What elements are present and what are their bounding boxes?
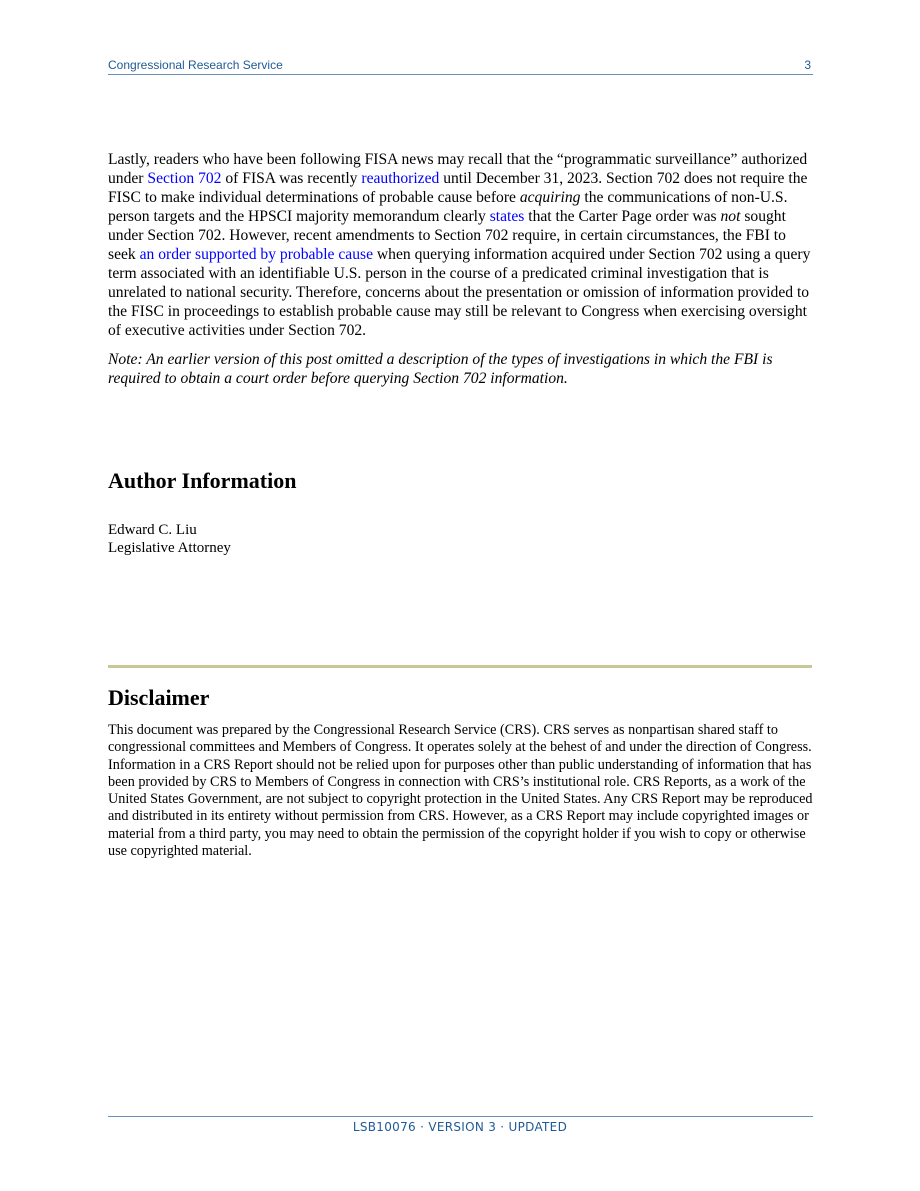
link-states[interactable]: states: [489, 208, 525, 225]
text-span: sought under Section 702. However, recent amendments to Section 702 require, in certain circumstances, the FBI to seek: [108, 208, 786, 263]
emphasis-not: not: [720, 208, 741, 225]
text-span: the communications of non-U.S. person targets and the HPSCI majority memorandum clearly: [108, 189, 788, 225]
disclaimer-heading: Disclaimer: [108, 685, 210, 710]
text-span: that the Carter Page order was: [524, 208, 721, 225]
paragraph-programmatic-surveillance: [108, 150, 813, 340]
page-footer: LSB10076 · VERSION 3 · UPDATED: [352, 1120, 568, 1134]
footer-divider: [108, 1116, 813, 1117]
text-span: of FISA was recently: [221, 170, 362, 187]
text-span: Lastly, readers who have been following FISA news may recall that the “programmatic surveillance” authorized under: [108, 151, 808, 187]
page-header: [108, 58, 813, 75]
author-block: [108, 521, 231, 557]
editor-note: Note: An earlier version of this post omitted a description of the types of investigations in which the FBI is required to obtain a court order before querying Section 702 information.: [108, 351, 773, 387]
emphasis-acquiring: acquiring: [519, 189, 581, 206]
disclaimer-text: This document was prepared by the Congressional Research Service (CRS). CRS serves as nonpartisan shared staff to congressional committees and Members of Congress. It operates solely at the behest of and under the direction of Congress. Information in a CRS Report should not be relied upon for purposes other than public understanding of information that has been provided by CRS to Members of Congress in connection with CRS’s institutional role. CRS Reports, as a work of the United States Government, are not subject to copyright protection in the United States. Any CRS Report may be reproduced and distributed in its entirety without permission from CRS. However, as a CRS Report may include copyrighted images or material from a third party, you may need to obtain the permission of the copyright holder if you wish to copy or otherwise use copyrighted material.: [108, 722, 813, 860]
header-organization: Congressional Research Service: [108, 58, 283, 72]
link-order-probable-cause[interactable]: an order supported by probable cause: [139, 246, 373, 263]
header-page-number: 3: [804, 58, 811, 72]
main-body: [108, 150, 813, 388]
author-information-heading: Author Information: [108, 468, 297, 493]
text-span: until December 31, 2023. Section 702 does not require the FISC to make individual determinations of probable cause before: [108, 170, 808, 206]
section-divider: [108, 665, 812, 668]
text-span: when querying information acquired under Section 702 using a query term associated with an identifiable U.S. person in the course of a predicated criminal investigation that is unrelated to national security. Therefore, concerns about the presentation or omission of information provided to the FISC in proceedings to establish probable cause may still be relevant to Congress when exercising oversight of executive activities under Section 702.: [108, 246, 811, 339]
author-title: Legislative Attorney: [108, 540, 231, 556]
author-name: Edward C. Liu: [108, 522, 197, 538]
link-reauthorized[interactable]: reauthorized: [361, 170, 440, 187]
link-section-702[interactable]: Section 702: [147, 170, 222, 187]
